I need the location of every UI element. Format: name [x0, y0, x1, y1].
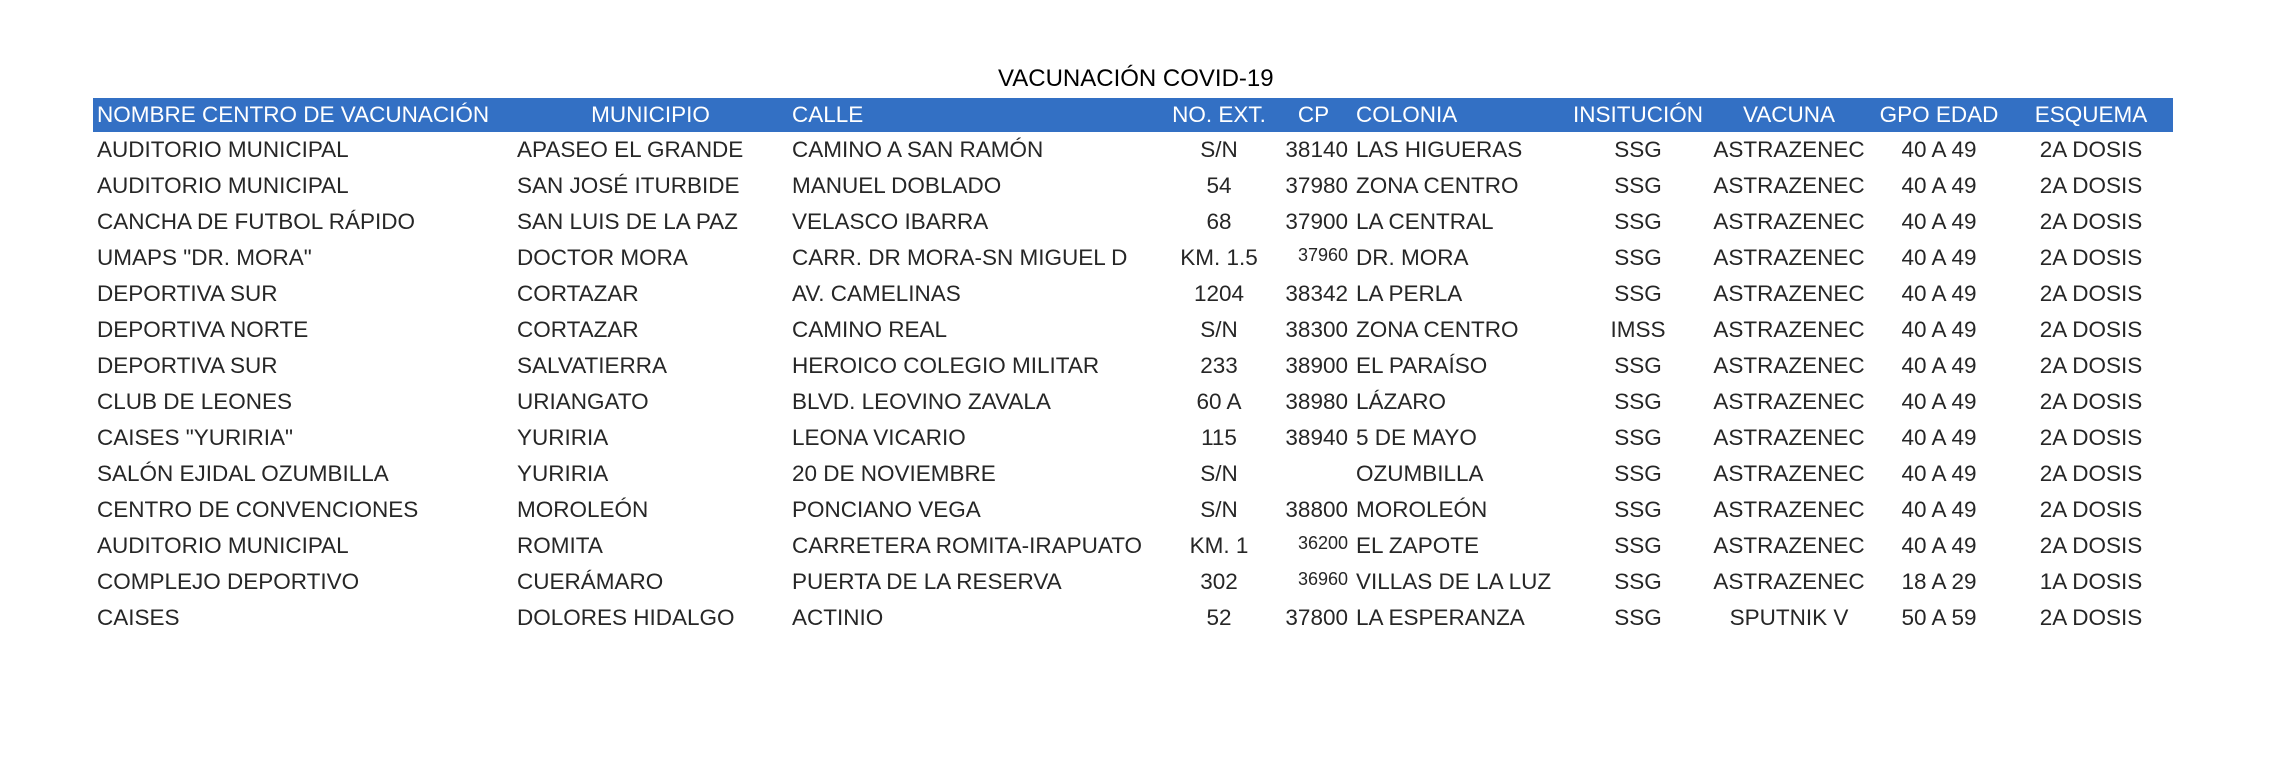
- cell-municipio[interactable]: SAN LUIS DE LA PAZ: [517, 209, 738, 234]
- cell-calle[interactable]: AV. CAMELINAS: [792, 281, 961, 306]
- header-esquema[interactable]: ESQUEMA: [2034, 102, 2148, 127]
- cell-esquema[interactable]: 2A DOSIS: [2039, 497, 2143, 522]
- header-calle[interactable]: CALLE: [792, 102, 864, 127]
- cell-no-ext[interactable]: S/N: [1200, 137, 1238, 162]
- table-body: [93, 132, 2173, 636]
- cell-esquema[interactable]: 2A DOSIS: [2039, 137, 2143, 162]
- header-no-ext[interactable]: NO. EXT.: [1172, 102, 1266, 127]
- cell-calle[interactable]: CAMINO REAL: [792, 317, 948, 342]
- cell-centro[interactable]: CAISES "YURIRIA": [97, 425, 294, 450]
- cell-no-ext[interactable]: 115: [1201, 425, 1237, 450]
- table-row: [93, 312, 2173, 348]
- cell-centro[interactable]: UMAPS "DR. MORA": [97, 245, 312, 270]
- cell-municipio[interactable]: MOROLEÓN: [517, 497, 649, 522]
- cell-municipio[interactable]: CORTAZAR: [517, 317, 639, 342]
- cell-no-ext[interactable]: S/N: [1200, 497, 1238, 522]
- cell-vacuna[interactable]: ASTRAZENEC: [1713, 137, 1865, 162]
- sheet-title-row: [93, 60, 2173, 98]
- table-row: [93, 276, 2173, 312]
- cell-gpo-edad[interactable]: 40 A 49: [1901, 317, 1977, 342]
- cell-calle[interactable]: PUERTA DE LA RESERVA: [792, 569, 1062, 594]
- table-row: [93, 240, 2173, 276]
- table-row: [93, 420, 2173, 456]
- cell-gpo-edad[interactable]: 40 A 49: [1901, 353, 1977, 378]
- cell-esquema[interactable]: 1A DOSIS: [2039, 569, 2143, 594]
- vaccination-table: [93, 98, 2173, 636]
- cell-colonia[interactable]: EL PARAÍSO: [1356, 353, 1488, 378]
- cell-cp[interactable]: 38140: [1285, 137, 1348, 162]
- cell-centro[interactable]: SALÓN EJIDAL OZUMBILLA: [97, 461, 389, 486]
- cell-calle[interactable]: VELASCO IBARRA: [792, 209, 989, 234]
- cell-calle[interactable]: CARR. DR MORA-SN MIGUEL D: [792, 245, 1128, 270]
- cell-esquema[interactable]: 2A DOSIS: [2039, 209, 2143, 234]
- cell-municipio[interactable]: CORTAZAR: [517, 281, 639, 306]
- cell-colonia[interactable]: LÁZARO: [1356, 389, 1447, 414]
- cell-institucion[interactable]: SSG: [1614, 389, 1662, 414]
- cell-colonia[interactable]: LA ESPERANZA: [1356, 605, 1525, 630]
- cell-institucion[interactable]: IMSS: [1610, 317, 1666, 342]
- cell-calle[interactable]: PONCIANO VEGA: [792, 497, 981, 522]
- cell-calle[interactable]: ACTINIO: [792, 605, 884, 630]
- cell-no-ext[interactable]: S/N: [1200, 317, 1238, 342]
- cell-municipio[interactable]: APASEO EL GRANDE: [517, 137, 744, 162]
- cell-institucion[interactable]: SSG: [1614, 137, 1662, 162]
- table-row: [93, 204, 2173, 240]
- cell-no-ext[interactable]: 52: [1206, 605, 1232, 630]
- cell-colonia[interactable]: ZONA CENTRO: [1356, 317, 1519, 342]
- cell-centro[interactable]: COMPLEJO DEPORTIVO: [97, 569, 360, 594]
- table-row: [93, 564, 2173, 600]
- cell-esquema[interactable]: 2A DOSIS: [2039, 245, 2143, 270]
- cell-gpo-edad[interactable]: 40 A 49: [1901, 389, 1977, 414]
- cell-gpo-edad[interactable]: 40 A 49: [1901, 281, 1977, 306]
- cell-esquema[interactable]: 2A DOSIS: [2039, 425, 2143, 450]
- cell-calle[interactable]: 20 DE NOVIEMBRE: [792, 461, 996, 486]
- cell-municipio[interactable]: DOCTOR MORA: [517, 245, 688, 270]
- cell-municipio[interactable]: YURIRIA: [517, 461, 609, 486]
- cell-calle[interactable]: HEROICO COLEGIO MILITAR: [792, 353, 1100, 378]
- spreadsheet: [93, 60, 2173, 636]
- header-row: [93, 98, 2173, 132]
- cell-cp[interactable]: 37960: [1297, 245, 1348, 265]
- cell-cp[interactable]: 37900: [1285, 209, 1348, 234]
- cell-centro[interactable]: DEPORTIVA NORTE: [97, 317, 309, 342]
- cell-esquema[interactable]: 2A DOSIS: [2039, 317, 2143, 342]
- cell-cp[interactable]: 37980: [1285, 173, 1348, 198]
- cell-colonia[interactable]: DR. MORA: [1356, 245, 1469, 270]
- cell-centro[interactable]: CLUB DE LEONES: [97, 389, 293, 414]
- cell-institucion[interactable]: SSG: [1614, 173, 1662, 198]
- cell-esquema[interactable]: 2A DOSIS: [2039, 353, 2143, 378]
- cell-no-ext[interactable]: 302: [1200, 569, 1238, 594]
- cell-colonia[interactable]: MOROLEÓN: [1356, 497, 1488, 522]
- cell-centro[interactable]: DEPORTIVA SUR: [97, 281, 278, 306]
- cell-municipio[interactable]: SALVATIERRA: [517, 353, 668, 378]
- cell-vacuna[interactable]: ASTRAZENEC: [1713, 173, 1865, 198]
- cell-calle[interactable]: CAMINO A SAN RAMÓN: [792, 137, 1044, 162]
- cell-vacuna[interactable]: ASTRAZENEC: [1713, 281, 1865, 306]
- cell-centro[interactable]: CENTRO DE CONVENCIONES: [97, 497, 419, 522]
- cell-gpo-edad[interactable]: 40 A 49: [1901, 497, 1977, 522]
- table-row: [93, 384, 2173, 420]
- cell-cp[interactable]: 36960: [1297, 569, 1348, 589]
- cell-cp[interactable]: 38300: [1285, 317, 1348, 342]
- cell-centro[interactable]: AUDITORIO MUNICIPAL: [97, 137, 349, 162]
- cell-municipio[interactable]: ROMITA: [517, 533, 603, 558]
- header-municipio[interactable]: MUNICIPIO: [591, 102, 710, 127]
- cell-centro[interactable]: AUDITORIO MUNICIPAL: [97, 533, 349, 558]
- header-centro[interactable]: NOMBRE CENTRO DE VACUNACIÓN: [97, 102, 490, 127]
- cell-vacuna[interactable]: ASTRAZENEC: [1713, 533, 1865, 558]
- cell-no-ext[interactable]: KM. 1: [1189, 533, 1249, 558]
- cell-calle[interactable]: LEONA VICARIO: [792, 425, 966, 450]
- cell-cp[interactable]: [1275, 456, 1352, 492]
- cell-vacuna[interactable]: ASTRAZENEC: [1713, 389, 1865, 414]
- cell-gpo-edad[interactable]: 40 A 49: [1901, 209, 1977, 234]
- header-colonia[interactable]: COLONIA: [1356, 102, 1458, 127]
- cell-municipio[interactable]: URIANGATO: [517, 389, 649, 414]
- cell-cp[interactable]: 38980: [1285, 389, 1348, 414]
- cell-esquema[interactable]: 2A DOSIS: [2039, 533, 2143, 558]
- cell-municipio[interactable]: YURIRIA: [517, 425, 609, 450]
- cell-vacuna[interactable]: ASTRAZENEC: [1713, 497, 1865, 522]
- cell-vacuna[interactable]: ASTRAZENEC: [1713, 569, 1865, 594]
- cell-calle[interactable]: CARRETERA ROMITA-IRAPUATO: [792, 533, 1143, 558]
- cell-no-ext[interactable]: KM. 1.5: [1180, 245, 1258, 270]
- cell-vacuna[interactable]: ASTRAZENEC: [1713, 209, 1865, 234]
- cell-institucion[interactable]: SSG: [1614, 461, 1662, 486]
- cell-no-ext[interactable]: S/N: [1200, 461, 1238, 486]
- cell-institucion[interactable]: SSG: [1614, 533, 1662, 558]
- cell-gpo-edad[interactable]: 40 A 49: [1901, 533, 1977, 558]
- cell-esquema[interactable]: 2A DOSIS: [2039, 461, 2143, 486]
- cell-municipio[interactable]: SAN JOSÉ ITURBIDE: [517, 173, 740, 198]
- cell-vacuna[interactable]: ASTRAZENEC: [1713, 461, 1865, 486]
- cell-esquema[interactable]: 2A DOSIS: [2039, 389, 2143, 414]
- cell-vacuna[interactable]: ASTRAZENEC: [1713, 317, 1865, 342]
- header-cp[interactable]: CP: [1297, 102, 1330, 127]
- cell-cp[interactable]: 37800: [1285, 605, 1348, 630]
- cell-cp[interactable]: 38800: [1285, 497, 1348, 522]
- header-gpo-edad[interactable]: GPO EDAD: [1879, 102, 1999, 127]
- cell-colonia[interactable]: ZONA CENTRO: [1356, 173, 1519, 198]
- cell-no-ext[interactable]: 68: [1206, 209, 1232, 234]
- cell-colonia[interactable]: OZUMBILLA: [1356, 461, 1484, 486]
- cell-no-ext[interactable]: 54: [1206, 173, 1232, 198]
- header-vacuna[interactable]: VACUNA: [1742, 102, 1836, 127]
- cell-institucion[interactable]: SSG: [1614, 245, 1662, 270]
- cell-institucion[interactable]: SSG: [1614, 497, 1662, 522]
- cell-esquema[interactable]: 2A DOSIS: [2039, 605, 2143, 630]
- cell-institucion[interactable]: SSG: [1614, 353, 1662, 378]
- cell-institucion[interactable]: SSG: [1614, 425, 1662, 450]
- cell-colonia[interactable]: 5 DE MAYO: [1356, 425, 1477, 450]
- cell-colonia[interactable]: EL ZAPOTE: [1356, 533, 1479, 558]
- cell-calle[interactable]: BLVD. LEOVINO ZAVALA: [792, 389, 1051, 414]
- cell-gpo-edad[interactable]: 40 A 49: [1901, 137, 1977, 162]
- cell-gpo-edad[interactable]: 40 A 49: [1901, 461, 1977, 486]
- table-row: [93, 348, 2173, 384]
- cell-colonia[interactable]: LAS HIGUERAS: [1356, 137, 1523, 162]
- table-row: [93, 132, 2173, 168]
- cell-institucion[interactable]: SSG: [1614, 209, 1662, 234]
- cell-gpo-edad[interactable]: 18 A 29: [1901, 569, 1977, 594]
- header-institucion[interactable]: INSITUCIÓN: [1572, 102, 1703, 127]
- cell-colonia[interactable]: LA CENTRAL: [1356, 209, 1494, 234]
- cell-cp[interactable]: 38342: [1285, 281, 1348, 306]
- cell-gpo-edad[interactable]: 40 A 49: [1901, 173, 1977, 198]
- table-row: [93, 492, 2173, 528]
- cell-gpo-edad[interactable]: 40 A 49: [1901, 245, 1977, 270]
- cell-cp[interactable]: 38900: [1285, 353, 1348, 378]
- cell-institucion[interactable]: SSG: [1614, 605, 1662, 630]
- cell-cp[interactable]: 36200: [1297, 533, 1348, 553]
- table-row: [93, 528, 2173, 564]
- cell-gpo-edad[interactable]: 50 A 59: [1901, 605, 1977, 630]
- cell-no-ext[interactable]: 1204: [1193, 281, 1245, 306]
- cell-municipio[interactable]: CUERÁMARO: [517, 569, 664, 594]
- cell-cp[interactable]: 38940: [1285, 425, 1348, 450]
- cell-municipio[interactable]: DOLORES HIDALGO: [517, 605, 735, 630]
- table-row: [93, 456, 2173, 492]
- cell-vacuna[interactable]: ASTRAZENEC: [1713, 353, 1865, 378]
- sheet-title: VACUNACIÓN COVID-19: [998, 65, 1274, 92]
- cell-calle[interactable]: MANUEL DOBLADO: [792, 173, 1002, 198]
- cell-no-ext[interactable]: 60 A: [1196, 389, 1242, 414]
- cell-vacuna[interactable]: ASTRAZENEC: [1713, 425, 1865, 450]
- cell-colonia[interactable]: VILLAS DE LA LUZ: [1356, 569, 1552, 594]
- cell-institucion[interactable]: SSG: [1614, 281, 1662, 306]
- cell-centro[interactable]: CANCHA DE FUTBOL RÁPIDO: [97, 209, 415, 234]
- cell-vacuna[interactable]: SPUTNIK V: [1729, 605, 1849, 630]
- cell-esquema[interactable]: 2A DOSIS: [2039, 281, 2143, 306]
- cell-centro[interactable]: DEPORTIVA SUR: [97, 353, 278, 378]
- cell-centro[interactable]: AUDITORIO MUNICIPAL: [97, 173, 349, 198]
- cell-centro[interactable]: CAISES: [97, 605, 180, 630]
- cell-institucion[interactable]: SSG: [1614, 569, 1662, 594]
- cell-colonia[interactable]: LA PERLA: [1356, 281, 1463, 306]
- cell-vacuna[interactable]: ASTRAZENEC: [1713, 245, 1865, 270]
- cell-no-ext[interactable]: 233: [1200, 353, 1238, 378]
- table-row: [93, 600, 2173, 636]
- cell-esquema[interactable]: 2A DOSIS: [2039, 173, 2143, 198]
- cell-gpo-edad[interactable]: 40 A 49: [1901, 425, 1977, 450]
- table-row: [93, 168, 2173, 204]
